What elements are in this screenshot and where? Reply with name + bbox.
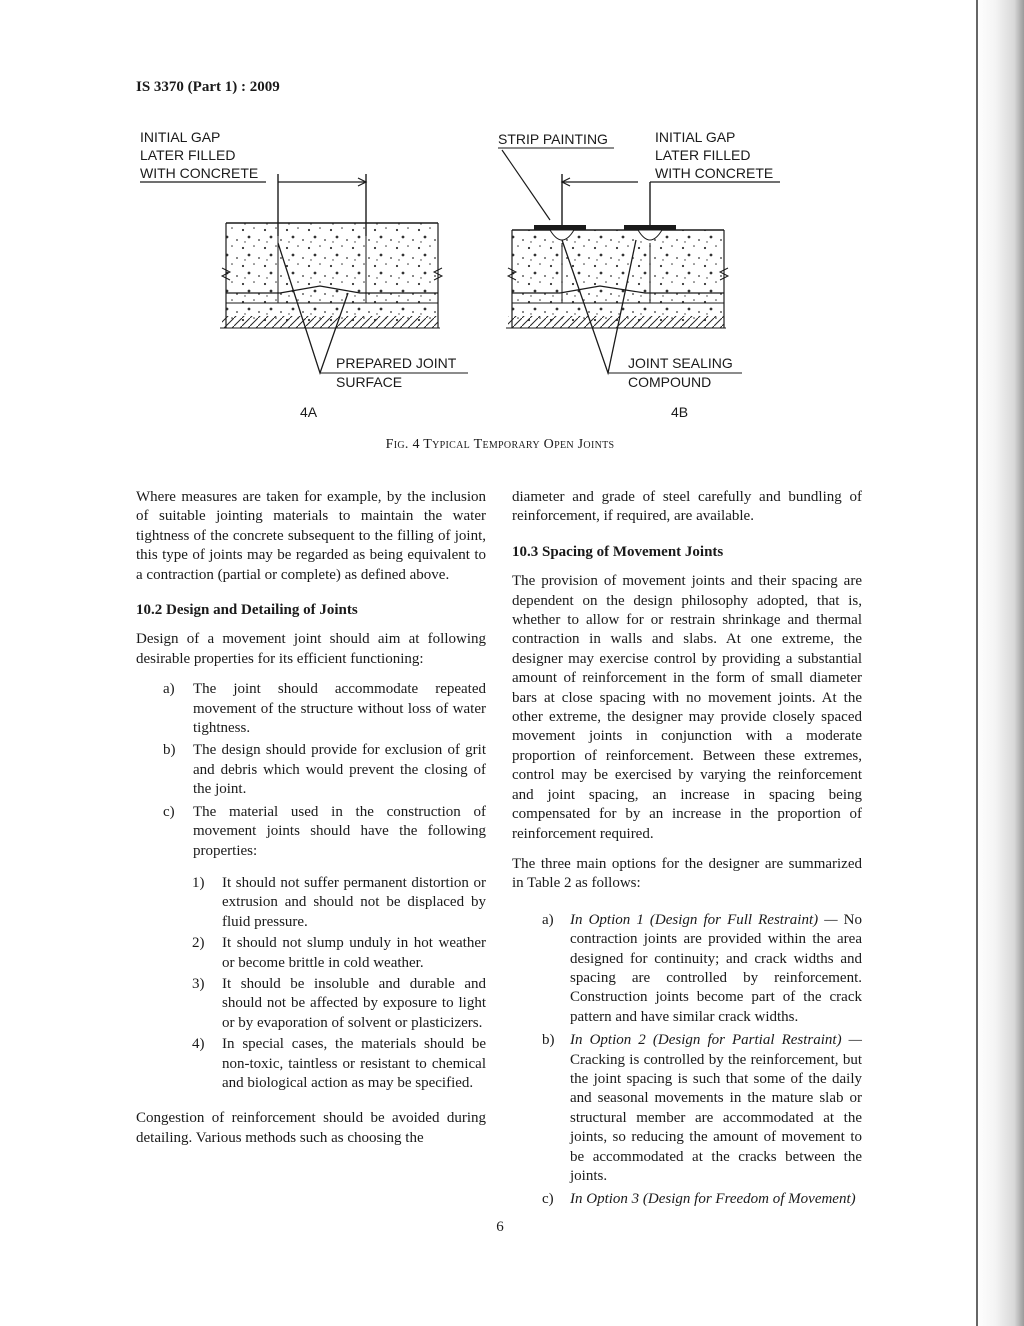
- label-initial-gap-a-1: INITIAL GAP: [140, 129, 221, 145]
- sub-list-item: [136, 1035, 486, 1093]
- sub-item-label: 3): [192, 975, 205, 992]
- scanned-page-edge: [976, 0, 1024, 1326]
- option-title: In Option 2 (Design for Partial Restraint) —: [570, 1032, 862, 1049]
- left-column: [136, 488, 486, 1159]
- label-initial-gap-b-1: INITIAL GAP: [655, 129, 736, 145]
- sub-item-text: It should not slump unduly in hot weather or become brittle in cold weather.: [222, 935, 486, 971]
- list-item-label: c): [163, 803, 175, 820]
- figure-4-diagram: [130, 118, 810, 458]
- option-item: [512, 1190, 862, 1209]
- sub-item-text: It should be insoluble and durable and should not be affected by exposure to light or by evaporation of solvent or plasticizers.: [222, 975, 486, 1031]
- sub-item-text: It should not suffer permanent distortion or extrusion and should not be displaced by fluid pressure.: [222, 874, 486, 930]
- sub-label-4a: 4A: [300, 404, 318, 420]
- label-joint-sealing-1: JOINT SEALING: [628, 355, 733, 371]
- label-initial-gap-a-3: WITH CONCRETE: [140, 165, 259, 181]
- right-paragraph-1: diameter and grade of steel carefully and bundling of reinforcement, if required, are available.: [512, 489, 862, 525]
- label-strip-painting: STRIP PAINTING: [498, 131, 608, 147]
- heading-10-3: 10.3 Spacing of Movement Joints: [512, 543, 724, 560]
- page-edge-line: [976, 0, 978, 1326]
- label-initial-gap-b-3: WITH CONCRETE: [655, 165, 774, 181]
- figure-caption: Fig. 4 Typical Temporary Open Joints: [385, 437, 615, 452]
- right-paragraph-2: The provision of movement joints and their spacing are dependent on the design philosophy adopted, that is, whether to allow for or restrain shrinkage and thermal contraction in walls and slabs. At one extreme, the designer may exercise control by providing a substantial amount of reinforcement in the form of small diameter bars at close spacing with no movement joints. At the other extreme, the designer may provide closely spaced movement joints in conjunction with a moderate proportion of reinforcement. Between these extremes, control may be exercised by varying the reinforcement and joint spacing, an increase in spacing being compensated for by an increase in the proportion of reinforcement required.: [512, 573, 862, 842]
- sub-item-label: 2): [192, 935, 205, 952]
- label-initial-gap-a-2: LATER FILLED: [140, 147, 236, 163]
- list-item-label: a): [163, 681, 175, 698]
- page-number: 6: [496, 1219, 504, 1235]
- list-item-text: The joint should accommodate repeated movement of the structure without loss of water tightness.: [193, 681, 486, 737]
- option-text: No contraction joints are provided within the area designed for continuity; and crack widths and spacing are controlled by reinforcement. Construction joints become part of the crack pattern and have similar crack widths.: [570, 911, 862, 1025]
- list-item: [136, 680, 486, 738]
- right-paragraph-3: The three main options for the designer are summarized in Table 2 as follows:: [512, 855, 862, 892]
- list-item-text: The material used in the construction of movement joints should have the following properties:: [193, 803, 486, 859]
- sub-item-label: 1): [192, 874, 205, 891]
- right-column: [512, 488, 862, 1214]
- option-item: [512, 911, 862, 1027]
- list-item-label: b): [163, 742, 176, 759]
- label-initial-gap-b-2: LATER FILLED: [655, 147, 751, 163]
- standard-header: IS 3370 (Part 1) : 2009: [136, 79, 280, 95]
- option-label: b): [542, 1032, 555, 1049]
- sub-item-text: In special cases, the materials should be non-toxic, taintless or resistant to chemical and biological action as may be specified.: [222, 1036, 486, 1091]
- sub-list-item: [136, 975, 486, 1033]
- left-paragraph-1: Where measures are taken for example, by the inclusion of suitable jointing materials to maintain the water tightness of the concrete subsequent to the filling of joint, this type of joints may be regarded as being equivalent to a contraction (partial or complete) as defined above.: [136, 489, 486, 583]
- option-label: c): [542, 1191, 554, 1208]
- sub-item-label: 4): [192, 1036, 205, 1053]
- label-joint-sealing-2: COMPOUND: [628, 374, 712, 390]
- heading-10-2: 10.2 Design and Detailing of Joints: [136, 602, 358, 619]
- sub-list-item: [136, 934, 486, 973]
- label-prepared-joint-2: SURFACE: [336, 374, 403, 390]
- list-item: [136, 741, 486, 799]
- option-title: In Option 3 (Design for Freedom of Movement): [570, 1191, 856, 1208]
- list-item: [136, 803, 486, 861]
- list-item-text: The design should provide for exclusion of grit and debris which would prevent the closing of the joint.: [193, 742, 486, 798]
- left-paragraph-3: Congestion of reinforcement should be avoided during detailing. Various methods such as choosing the: [136, 1110, 486, 1146]
- label-prepared-joint-1: PREPARED JOINT: [336, 355, 457, 371]
- sub-label-4b: 4B: [671, 404, 689, 420]
- sub-list-item: [136, 874, 486, 932]
- left-paragraph-2: Design of a movement joint should aim at following desirable properties for its efficient functioning:: [136, 631, 486, 667]
- option-label: a): [542, 911, 554, 928]
- option-item: [512, 1031, 862, 1186]
- option-text: Cracking is controlled by the reinforcement, but the joint spacing is such that some of the daily and seasonal movements in the mature slab or structural member are accommodated at the joints, so reducing the amount of movement to be accommodated at the cracks between the joints.: [570, 1051, 862, 1184]
- option-title: In Option 1 (Design for Full Restraint) —: [570, 911, 838, 928]
